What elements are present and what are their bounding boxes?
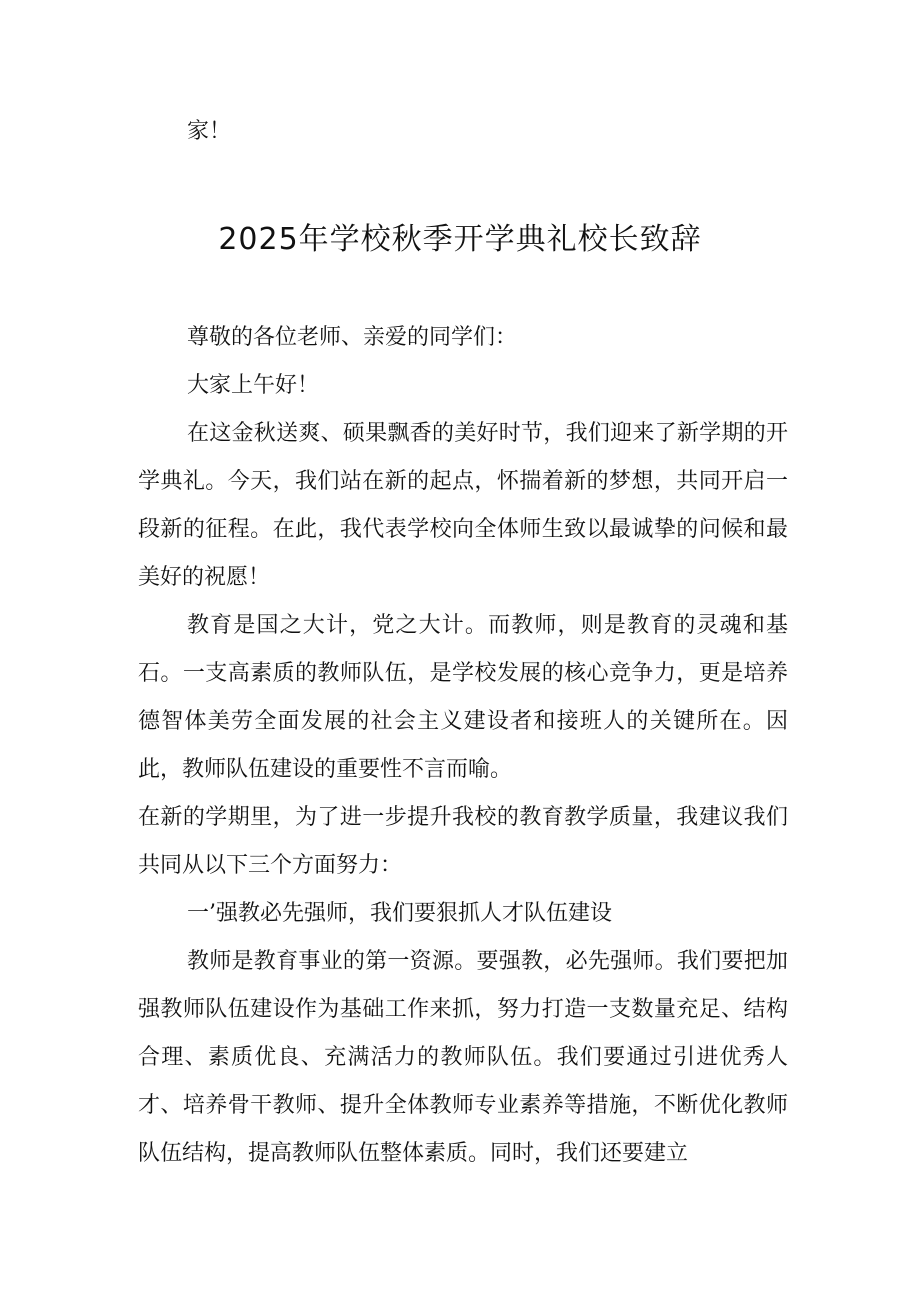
document-body	[138, 314, 788, 1178]
greeting: 大家上午好！	[187, 373, 320, 398]
paragraph-education: 教育是国之大计，党之大计。而教师，则是教育的灵魂和基石。一支高素质的教师队伍，是学校发展的核心竞争力，更是培养德智体美劳全面发展的社会主义建设者和接班人的关键所在。因此，教师队伍建设的重要性不言而喻。	[138, 613, 788, 782]
paragraph-opening: 在这金秋送爽、硕果飘香的美好时节，我们迎来了新学期的开学典礼。今天，我们站在新的起点，怀揣着新的梦想，共同开启一段新的征程。在此，我代表学校向全体师生致以最诚挚的问候和最美好的祝愿！	[138, 421, 788, 590]
section-heading-1: 一’强教必先强师，我们要狠抓人才队伍建设	[187, 901, 612, 926]
page-title: 2025年学校秋季开学典礼校长致辞	[218, 222, 702, 257]
carryover-text: 家！	[187, 119, 232, 144]
paragraph-teachers: 教师是教育事业的第一资源。要强教，必先强师。我们要把加强教师队伍建设作为基础工作来抓，努力打造一支数量充足、结构合理、素质优良、充满活力的教师队伍。我们要通过引进优秀人才、培养骨干教师、提升全体教师专业素养等措施，不断优化教师队伍结构，提高教师队伍整体素质。同时，我们还要建立	[138, 949, 788, 1166]
salutation: 尊敬的各位老师、亲爱的同学们：	[187, 325, 518, 350]
paragraph-proposal: 在新的学期里，为了进一步提升我校的教育教学质量，我建议我们共同从以下三个方面努力：	[138, 805, 788, 878]
